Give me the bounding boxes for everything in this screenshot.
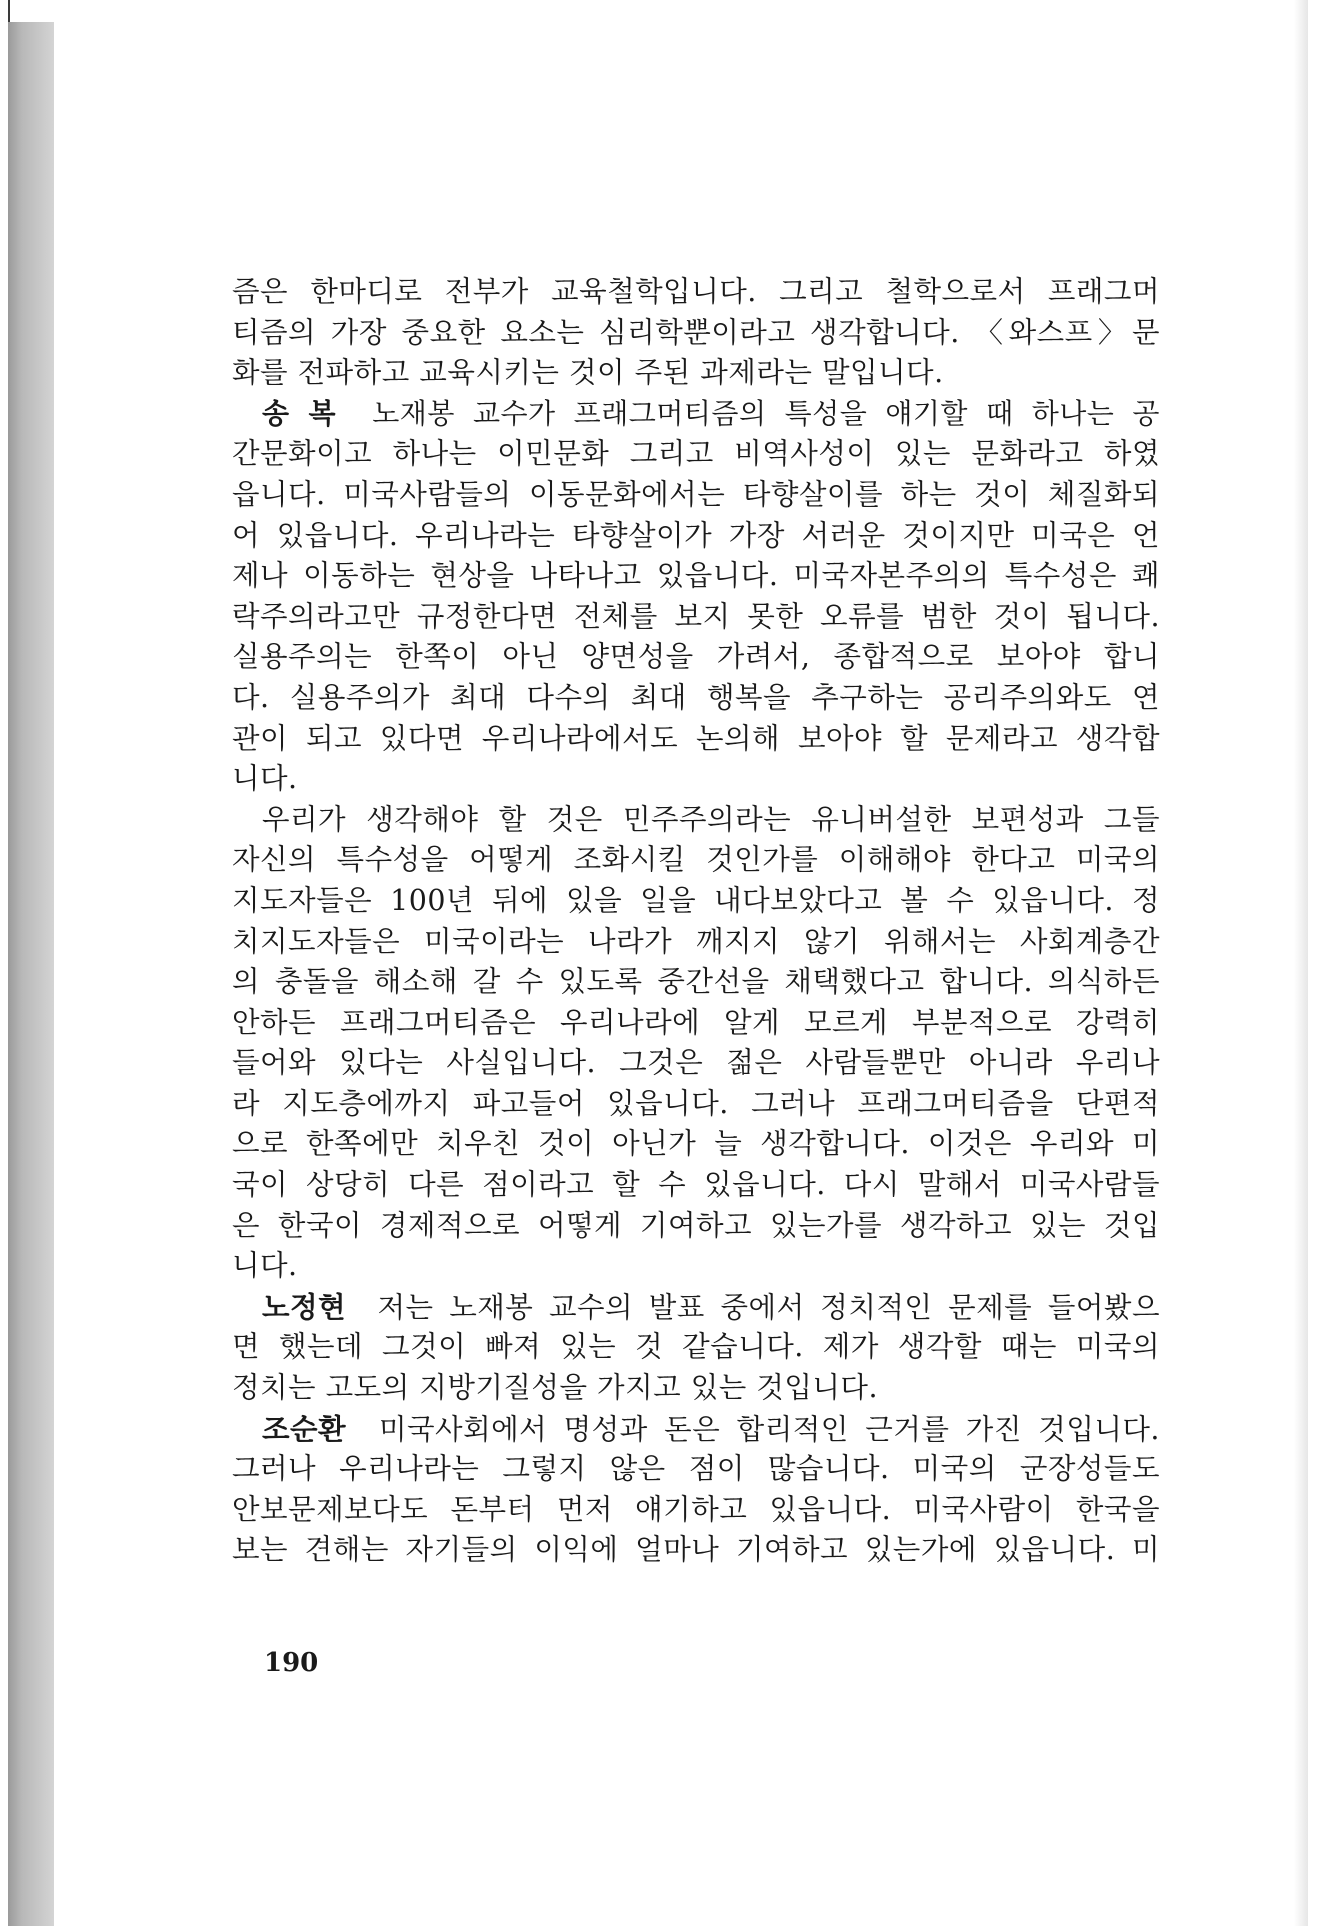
text-line: 국이 상당히 다른 점이라고 할 수 있읍니다. 다시 말해서 미국사람들 bbox=[232, 1168, 1160, 1202]
text-line: 라 지도층에까지 파고들어 있읍니다. 그러나 프래그머티즘을 단편적 bbox=[232, 1086, 1160, 1120]
text-line: 보는 견해는 자기들의 이익에 얼마나 기여하고 있는가에 있읍니다. 미 bbox=[232, 1533, 1160, 1567]
text-line: 락주의라고만 규정한다면 전체를 보지 못한 오류를 범한 것이 됩니다. bbox=[232, 599, 1160, 633]
text-line: 의 충돌을 해소해 갈 수 있도록 중간선을 채택했다고 합니다. 의식하든 bbox=[232, 965, 1160, 999]
text-line: 으로 한쪽에만 치우친 것이 아닌가 늘 생각합니다. 이것은 우리와 미 bbox=[232, 1127, 1160, 1161]
speaker-name: 조순환 bbox=[262, 1411, 347, 1446]
speech-text: 미국사회에서 명성과 돈은 합리적인 근거를 가진 것입니다. bbox=[379, 1412, 1160, 1446]
page-stack-edge bbox=[8, 22, 54, 1926]
text-line: 실용주의는 한쪽이 아닌 양면성을 가려서, 종합적으로 보아야 합니 bbox=[232, 640, 1160, 674]
speaker-name: 노정현 bbox=[262, 1289, 347, 1324]
text-line: 어 있읍니다. 우리나라는 타향살이가 가장 서러운 것이지만 미국은 언 bbox=[232, 518, 1160, 552]
speech-text: 저는 노재봉 교수의 발표 중에서 정치적인 문제를 들어봤으 bbox=[377, 1290, 1160, 1324]
text-line: 정치는 고도의 지방기질성을 가지고 있는 것입니다. bbox=[232, 1371, 879, 1405]
text-line: 화를 전파하고 교육시키는 것이 주된 과제라는 말입니다. bbox=[232, 356, 944, 390]
text-line: 간문화이고 하나는 이민문화 그리고 비역사성이 있는 문화라고 하였 bbox=[232, 437, 1160, 471]
text-line: 즘은 한마디로 전부가 교육철학입니다. 그리고 철학으로서 프래그머 bbox=[232, 275, 1160, 308]
speaker-name: 송 복 bbox=[262, 396, 337, 430]
text-line: 자신의 특수성을 어떻게 조화시킬 것인가를 이해해야 한다고 미국의 bbox=[232, 843, 1160, 877]
text-line: 그러나 우리나라는 그렇지 않은 점이 많습니다. 미국의 군장성들도 bbox=[232, 1452, 1160, 1486]
text-line: 우리가 생각해야 할 것은 민주주의라는 유니버설한 보편성과 그들 bbox=[262, 802, 1160, 836]
page-shadow bbox=[1294, 0, 1308, 1926]
text-line: 은 한국이 경제적으로 어떻게 기여하고 있는가를 생각하고 있는 것입 bbox=[232, 1208, 1160, 1242]
text-line: 들어와 있다는 사실입니다. 그것은 젊은 사람들뿐만 아니라 우리나 bbox=[232, 1046, 1160, 1080]
text-line: 티즘의 가장 중요한 요소는 심리학뿐이라고 생각합니다. 〈와스프〉문 bbox=[232, 315, 1160, 349]
text-line: 지도자들은 100년 뒤에 있을 일을 내다보았다고 볼 수 있읍니다. 정 bbox=[232, 883, 1160, 917]
text-line: 안하든 프래그머티즘은 우리나라에 알게 모르게 부분적으로 강력히 bbox=[232, 1005, 1160, 1039]
text-line: 관이 되고 있다면 우리나라에서도 논의해 보아야 할 문제라고 생각합 bbox=[232, 721, 1160, 755]
text-line: 니다. bbox=[232, 762, 298, 796]
body-text bbox=[232, 272, 1160, 1571]
text-line: 제나 이동하는 현상을 나타나고 있읍니다. 미국자본주의의 특수성은 쾌 bbox=[232, 559, 1160, 593]
text-line: 안보문제보다도 돈부터 먼저 얘기하고 있읍니다. 미국사람이 한국을 bbox=[232, 1492, 1160, 1526]
text-line: 니다. bbox=[232, 1249, 298, 1283]
text-line: 면 했는데 그것이 빠져 있는 것 같습니다. 제가 생각할 때는 미국의 bbox=[232, 1330, 1160, 1364]
page-number: 190 bbox=[264, 1648, 319, 1678]
text-line bbox=[232, 394, 1160, 435]
text-line bbox=[232, 1287, 1160, 1328]
text-line: 읍니다. 미국사람들의 이동문화에서는 타향살이를 하는 것이 체질화되 bbox=[232, 477, 1160, 511]
speech-text: 노재봉 교수가 프래그머티즘의 특성을 얘기할 때 하나는 공 bbox=[372, 396, 1160, 430]
text-line: 다. 실용주의가 최대 다수의 최대 행복을 추구하는 공리주의와도 연 bbox=[232, 680, 1160, 714]
text-line bbox=[232, 1409, 1160, 1450]
text-line: 치지도자들은 미국이라는 나라가 깨지지 않기 위해서는 사회계층간 bbox=[232, 924, 1160, 958]
